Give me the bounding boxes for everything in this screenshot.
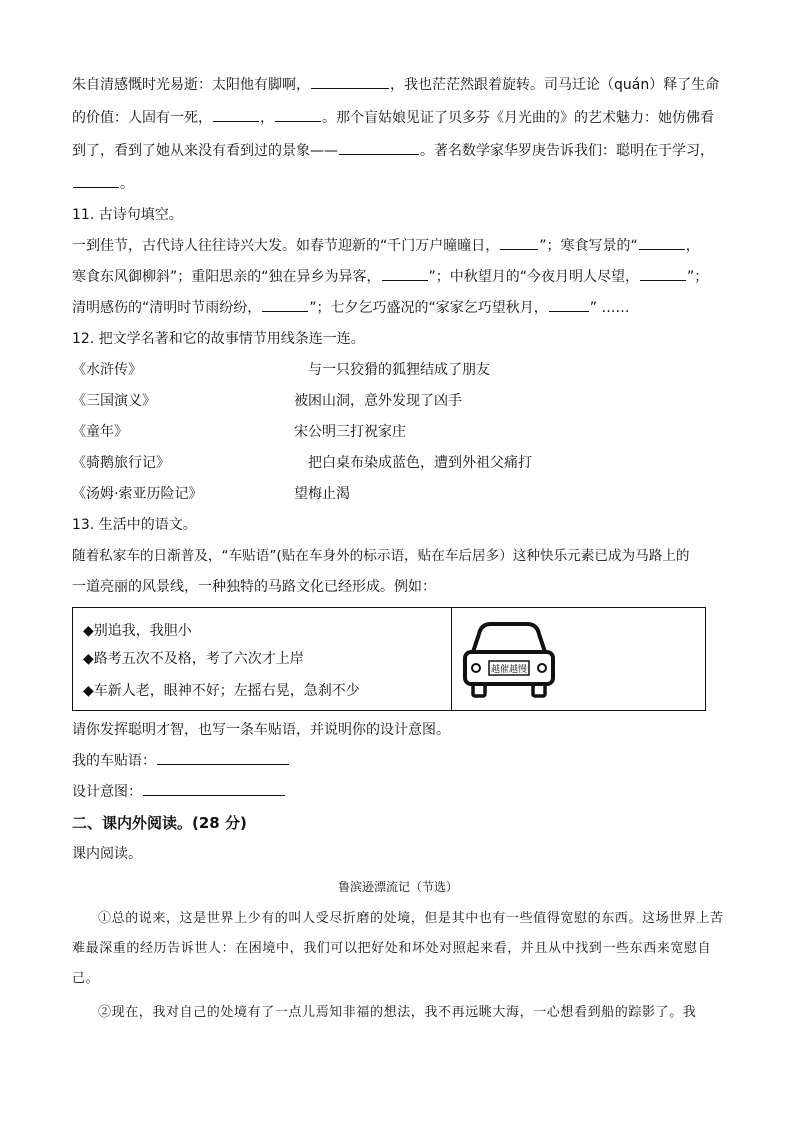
q13-intro-1: 随着私家车的日渐普及，“车贴语”(贴在车身外的标示语，贴在车后居多）这种快乐元素已成为马路上的 — [72, 548, 690, 564]
section-2-title: 二、课内外阅读。(28 分) — [72, 814, 247, 832]
answer-blank[interactable] — [382, 262, 428, 281]
answer-blank[interactable] — [339, 136, 419, 155]
q13-intro-2: 一道亮丽的风景线，一种独特的马路文化已经形成。例如： — [72, 579, 436, 595]
answer-blank[interactable] — [639, 231, 685, 250]
q13-prompt: 请你发挥聪明才智，也写一条车贴语，并说明你的设计意图。 — [72, 722, 450, 738]
plot-text[interactable]: 被困山洞，意外发现了凶手 — [294, 393, 462, 409]
match-row-3 — [72, 417, 724, 448]
match-row-2 — [72, 386, 724, 417]
answer-blank[interactable] — [311, 70, 389, 89]
answer-blank[interactable] — [262, 293, 308, 312]
answer-blank[interactable] — [73, 169, 119, 188]
answer-blank[interactable] — [640, 262, 686, 281]
q10-line-4: 。 — [72, 169, 724, 198]
box-divider — [451, 608, 452, 710]
book-title[interactable]: 《三国演义》 — [72, 393, 156, 409]
q10-line-1: 朱自清感慨时光易逝：太阳他有脚啊， ，我也茫茫然跟着旋转。司马迁论（quán）释了生命 — [72, 70, 724, 99]
match-row-1 — [72, 355, 724, 386]
excerpt-paragraph-1: ①总的说来，这是世界上少有的叫人受尽折磨的处境，但是其中也有一些值得宽慰的东西。这场世界上苦难最深重的经历告诉世人：在困境中，我们可以把好处和坏处对照起来看，并且从中找到一些东西来宽慰自己。 — [72, 911, 724, 986]
plot-text[interactable]: 与一只狡猾的狐狸结成了朋友 — [308, 362, 490, 378]
q11-line-3: 清明感伤的“清明时节雨纷纷， ”；七夕乞巧盛况的“家家乞巧望秋月， ” …… — [72, 293, 724, 324]
match-row-4 — [72, 448, 724, 479]
example-sticker: ◆路考五次不及格，考了六次才上岸 — [83, 651, 304, 667]
q10-line-3: 到了，看到了她从来没有看到过的景象—— 。著名数学家华罗庚告诉我们：聪明在于学习， — [72, 136, 724, 165]
match-row-5 — [72, 479, 724, 510]
answer-blank[interactable] — [213, 103, 259, 122]
q13-title: 13. 生活中的语文。 — [72, 517, 197, 533]
examples-box — [72, 607, 706, 711]
book-title[interactable]: 《骑鹅旅行记》 — [72, 455, 170, 471]
q11-line-1: 一到佳节，古代诗人往往诗兴大发。如春节迎新的“千门万户曈曈日， ”；寒食写景的“ ， — [72, 231, 724, 262]
my-sticker-row: 我的车贴语： — [72, 746, 724, 777]
plot-text[interactable]: 把白桌布染成蓝色，遭到外祖父痛打 — [308, 455, 532, 471]
example-sticker: ◆别追我，我胆小 — [83, 623, 192, 639]
book-title[interactable]: 《童年》 — [72, 424, 128, 440]
car-plate-text: 越催越慢 — [490, 665, 528, 675]
car-icon — [459, 618, 559, 702]
answer-blank[interactable] — [275, 103, 321, 122]
q11-title: 11. 古诗句填空。 — [72, 207, 183, 223]
book-title[interactable]: 《汤姆·索亚历险记》 — [72, 486, 203, 502]
plot-text[interactable]: 望梅止渴 — [294, 486, 350, 502]
answer-blank[interactable] — [549, 293, 589, 312]
exam-page — [72, 66, 724, 1028]
example-sticker: ◆车新人老，眼神不好；左摇右晃，急刹不少 — [83, 683, 360, 699]
my-sticker-blank[interactable] — [157, 746, 289, 765]
plot-text[interactable]: 宋公明三打祝家庄 — [294, 424, 406, 440]
design-intent-row: 设计意图： — [72, 777, 724, 808]
book-title[interactable]: 《水浒传》 — [72, 362, 142, 378]
q10-line-2: 的价值：人固有一死， ， 。那个盲姑娘见证了贝多芬《月光曲的》的艺术魅力：她仿佛看 — [72, 103, 724, 132]
section-2-subtitle: 课内阅读。 — [72, 846, 142, 862]
answer-blank[interactable] — [500, 231, 538, 250]
design-intent-blank[interactable] — [143, 777, 285, 796]
q12-title: 12. 把文学名著和它的故事情节用线条连一连。 — [72, 331, 365, 347]
excerpt-title: 鲁滨逊漂流记（节选） — [337, 880, 458, 894]
q11-line-2: 寒食东风御柳斜”；重阳思亲的“独在异乡为异客， ”；中秋望月的“今夜月明人尽望， ”； — [72, 262, 724, 293]
excerpt-paragraph-2: ②现在，我对自己的处境有了一点儿焉知非福的想法，我不再远眺大海，一心想看到船的踪影了。我 — [98, 1005, 697, 1020]
